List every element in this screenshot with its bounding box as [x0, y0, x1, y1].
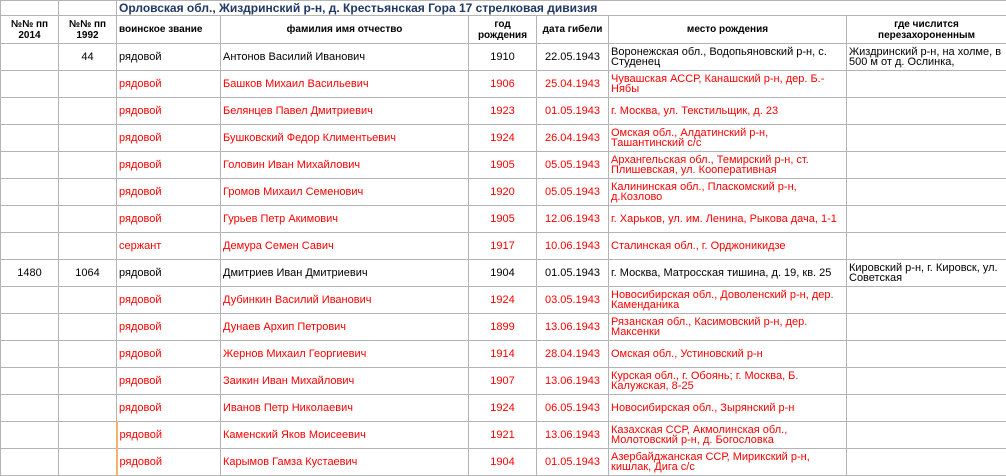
- cell-name[interactable]: Дубинкин Василий Иванович: [221, 287, 469, 314]
- cell-death-date[interactable]: 13.06.1943: [537, 368, 609, 395]
- cell-name[interactable]: Бушковский Федор Климентьевич: [221, 125, 469, 152]
- cell-rank[interactable]: рядовой: [117, 125, 221, 152]
- cell-rank[interactable]: рядовой: [117, 152, 221, 179]
- cell-reburied[interactable]: [847, 287, 1006, 314]
- cell-rank[interactable]: рядовой: [117, 71, 221, 98]
- cell-reburied[interactable]: Жиздринский р-н, на холме, в 500 м от д. Ослинка,: [847, 44, 1006, 71]
- cell-pp1992[interactable]: [59, 422, 117, 449]
- cell-reburied[interactable]: Кировский р-н, г. Кировск, ул. Советская: [847, 260, 1006, 287]
- cell-pp2014[interactable]: [1, 233, 59, 260]
- cell-death-date[interactable]: 03.05.1943: [537, 287, 609, 314]
- cell-birth-place[interactable]: Архангельская обл., Темирский р-н, ст. Плишевская, ул. Кооперативная: [609, 152, 847, 179]
- sheet-title[interactable]: Орловская обл., Жиздринский р-н, д. Крестьянская Гора 17 стрелковая дивизия: [117, 1, 1006, 16]
- cell-pp2014[interactable]: [1, 287, 59, 314]
- cell-pp1992[interactable]: [59, 71, 117, 98]
- cell-birth-year[interactable]: 1904: [469, 449, 537, 476]
- cell-birth-year[interactable]: 1907: [469, 368, 537, 395]
- header-pp1992[interactable]: №№ пп 1992: [59, 16, 117, 44]
- cell-name[interactable]: Громов Михаил Семенович: [221, 179, 469, 206]
- cell-rank[interactable]: рядовой: [117, 314, 221, 341]
- table-row: [1, 287, 1006, 314]
- table-row: [1, 395, 1006, 422]
- table-row: [1, 71, 1006, 98]
- cell-death-date[interactable]: 10.06.1943: [537, 233, 609, 260]
- cell-reburied[interactable]: [847, 314, 1006, 341]
- header-death-date[interactable]: дата гибели: [537, 16, 609, 44]
- cell-birth-year[interactable]: 1921: [469, 422, 537, 449]
- cell-pp1992[interactable]: [59, 233, 117, 260]
- cell-birth-place[interactable]: Чувашская АССР, Канашский р-н, дер. Б.-Нябы: [609, 71, 847, 98]
- cell-death-date[interactable]: 01.05.1943: [537, 260, 609, 287]
- cell-rank[interactable]: рядовой: [117, 179, 221, 206]
- header-rank[interactable]: воинское звание: [117, 16, 221, 44]
- cell-name[interactable]: Дмитриев Иван Дмитриевич: [221, 260, 469, 287]
- cell-rank[interactable]: рядовой: [117, 449, 221, 476]
- cell-name[interactable]: Башков Михаил Васильевич: [221, 71, 469, 98]
- cell-pp2014[interactable]: [1, 422, 59, 449]
- cell-pp2014[interactable]: [1, 449, 59, 476]
- header-pp2014[interactable]: №№ пп 2014: [1, 16, 59, 44]
- cell-reburied[interactable]: [847, 152, 1006, 179]
- cell-reburied[interactable]: [847, 395, 1006, 422]
- cell-rank[interactable]: рядовой: [117, 395, 221, 422]
- cell-birth-year[interactable]: 1914: [469, 341, 537, 368]
- cell-pp1992[interactable]: [59, 314, 117, 341]
- cell-birth-place[interactable]: Омская обл., Алдатинский р-н, Ташантинский с/с: [609, 125, 847, 152]
- table-row: [1, 341, 1006, 368]
- table-row: [1, 233, 1006, 260]
- cell-rank[interactable]: рядовой: [117, 287, 221, 314]
- cell-death-date[interactable]: 05.05.1943: [537, 152, 609, 179]
- cell-death-date[interactable]: 05.05.1943: [537, 179, 609, 206]
- table-row: [1, 125, 1006, 152]
- cell-pp2014[interactable]: [1, 179, 59, 206]
- cell-birth-year[interactable]: 1924: [469, 125, 537, 152]
- cell-name[interactable]: Карымов Гамза Кустаевич: [221, 449, 469, 476]
- cell-birth-year[interactable]: 1917: [469, 233, 537, 260]
- cell-birth-place[interactable]: Курская обл., г. Обоянь; г. Москва, Б. Калужская, 8-25: [609, 368, 847, 395]
- cell-pp1992[interactable]: [59, 395, 117, 422]
- header-reburied[interactable]: где числится перезахороненным: [847, 16, 1006, 44]
- cell-reburied[interactable]: [847, 422, 1006, 449]
- cell-death-date[interactable]: 28.04.1943: [537, 341, 609, 368]
- cell-birth-place[interactable]: г. Москва, ул. Текстильщик, д. 23: [609, 98, 847, 125]
- cell-birth-place[interactable]: Калининская обл., Пласкомский р-н, д.Козлово: [609, 179, 847, 206]
- cell-name[interactable]: Головин Иван Михайлович: [221, 152, 469, 179]
- title-row: [1, 1, 1006, 16]
- cell-pp2014[interactable]: 1480: [1, 260, 59, 287]
- cell-death-date[interactable]: 13.06.1943: [537, 422, 609, 449]
- cell-reburied[interactable]: [847, 233, 1006, 260]
- cell-rank[interactable]: рядовой: [117, 341, 221, 368]
- cell-death-date[interactable]: 25.04.1943: [537, 71, 609, 98]
- cell-pp2014[interactable]: [1, 152, 59, 179]
- cell-name[interactable]: Жернов Михаил Георгиевич: [221, 341, 469, 368]
- cell-pp1992[interactable]: [59, 287, 117, 314]
- header-row: [1, 16, 1006, 44]
- cell-name[interactable]: Дунаев Архип Петрович: [221, 314, 469, 341]
- cell-rank[interactable]: рядовой: [117, 98, 221, 125]
- cell-rank[interactable]: рядовой: [117, 260, 221, 287]
- cell-reburied[interactable]: [847, 179, 1006, 206]
- cell-birth-year[interactable]: 1924: [469, 287, 537, 314]
- cell-rank[interactable]: сержант: [117, 233, 221, 260]
- cell-reburied[interactable]: [847, 206, 1006, 233]
- cell-birth-place[interactable]: Омская обл., Устиновский р-н: [609, 341, 847, 368]
- cell-pp2014[interactable]: [1, 341, 59, 368]
- cell-pp2014[interactable]: [1, 125, 59, 152]
- cell-name[interactable]: Демура Семен Савич: [221, 233, 469, 260]
- cell-birth-place[interactable]: г. Москва, Матросская тишина, д. 19, кв. 25: [609, 260, 847, 287]
- cell-reburied[interactable]: [847, 368, 1006, 395]
- cell-pp2014[interactable]: [1, 44, 59, 71]
- cell-pp2014[interactable]: [1, 206, 59, 233]
- cell-pp2014[interactable]: [1, 98, 59, 125]
- cell-pp2014[interactable]: [1, 368, 59, 395]
- cell-pp1992[interactable]: [59, 179, 117, 206]
- cell-rank[interactable]: рядовой: [117, 206, 221, 233]
- cell-pp2014[interactable]: [1, 71, 59, 98]
- cell-birth-place[interactable]: Новосибирская обл., Доволенский р-н, дер. Каменданика: [609, 287, 847, 314]
- cell-birth-year[interactable]: 1923: [469, 98, 537, 125]
- cell-birth-place[interactable]: Рязанская обл., Касимовский р-н, дер. Максенки: [609, 314, 847, 341]
- cell-reburied[interactable]: [847, 98, 1006, 125]
- cell-reburied[interactable]: [847, 341, 1006, 368]
- table-row: [1, 152, 1006, 179]
- cell-pp1992[interactable]: [59, 368, 117, 395]
- cell-birth-year[interactable]: 1924: [469, 395, 537, 422]
- cell-birth-year[interactable]: 1906: [469, 71, 537, 98]
- cell-name[interactable]: Заикин Иван Михайлович: [221, 368, 469, 395]
- cell-pp1992[interactable]: 1064: [59, 260, 117, 287]
- cell-birth-place[interactable]: Сталинская обл., г. Орджоникидзе: [609, 233, 847, 260]
- cell-death-date[interactable]: 22.05.1943: [537, 44, 609, 71]
- cell-reburied[interactable]: [847, 449, 1006, 476]
- cell-name[interactable]: Гурьев Петр Акимович: [221, 206, 469, 233]
- table-row: [1, 368, 1006, 395]
- cell-death-date[interactable]: 01.05.1943: [537, 449, 609, 476]
- cell-name[interactable]: Иванов Петр Николаевич: [221, 395, 469, 422]
- table-row: [1, 98, 1006, 125]
- table-row: [1, 44, 1006, 71]
- cell-death-date[interactable]: 13.06.1943: [537, 314, 609, 341]
- cell-death-date[interactable]: 01.05.1943: [537, 98, 609, 125]
- cell-name[interactable]: Белянцев Павел Дмитриевич: [221, 98, 469, 125]
- cell-birth-year[interactable]: 1920: [469, 179, 537, 206]
- table-row: [1, 314, 1006, 341]
- cell-death-date[interactable]: 06.05.1943: [537, 395, 609, 422]
- cell-pp1992[interactable]: 44: [59, 44, 117, 71]
- cell-pp1992[interactable]: [59, 125, 117, 152]
- cell-birth-year[interactable]: 1905: [469, 206, 537, 233]
- cell-pp1992[interactable]: [59, 341, 117, 368]
- header-name[interactable]: фамилия имя отчество: [221, 16, 469, 44]
- cell-reburied[interactable]: [847, 125, 1006, 152]
- cell-birth-place[interactable]: Воронежская обл., Водопьяновский р-н, с. Студенец: [609, 44, 847, 71]
- cell-name[interactable]: Каменский Яков Моисеевич: [221, 422, 469, 449]
- table-row: [1, 422, 1006, 449]
- cell-pp1992[interactable]: [59, 449, 117, 476]
- table-row: [1, 206, 1006, 233]
- cell-birth-year[interactable]: 1904: [469, 260, 537, 287]
- header-birth-place[interactable]: место рождения: [609, 16, 847, 44]
- cell-rank[interactable]: рядовой: [117, 422, 221, 449]
- table-row: [1, 449, 1006, 476]
- cell-pp2014[interactable]: [1, 314, 59, 341]
- cell-rank[interactable]: рядовой: [117, 368, 221, 395]
- cell-death-date[interactable]: 26.04.1943: [537, 125, 609, 152]
- cell-birth-year[interactable]: 1910: [469, 44, 537, 71]
- cell-birth-place[interactable]: Новосибирская обл., Зырянский р-н: [609, 395, 847, 422]
- cell-pp1992[interactable]: [59, 206, 117, 233]
- cell-death-date[interactable]: 12.06.1943: [537, 206, 609, 233]
- cell-pp2014[interactable]: [1, 395, 59, 422]
- cell-reburied[interactable]: [847, 71, 1006, 98]
- cell-birth-place[interactable]: Казахская ССР, Акмолинская обл., Молотовский р-н, д. Богословка: [609, 422, 847, 449]
- cell-pp1992[interactable]: [59, 98, 117, 125]
- cell-birth-year[interactable]: 1905: [469, 152, 537, 179]
- cell-birth-year[interactable]: 1899: [469, 314, 537, 341]
- table-row: [1, 179, 1006, 206]
- cell-birth-place[interactable]: г. Харьков, ул. им. Ленина, Рыкова дача, 1-1: [609, 206, 847, 233]
- cell-rank[interactable]: рядовой: [117, 44, 221, 71]
- cell-name[interactable]: Антонов Василий Иванович: [221, 44, 469, 71]
- header-birth-year[interactable]: год рождения: [469, 16, 537, 44]
- table-row: [1, 260, 1006, 287]
- cell-birth-place[interactable]: Азербайджанская ССР, Мирикский р-н, кишлак, Дига с/с: [609, 449, 847, 476]
- cell-pp1992[interactable]: [59, 152, 117, 179]
